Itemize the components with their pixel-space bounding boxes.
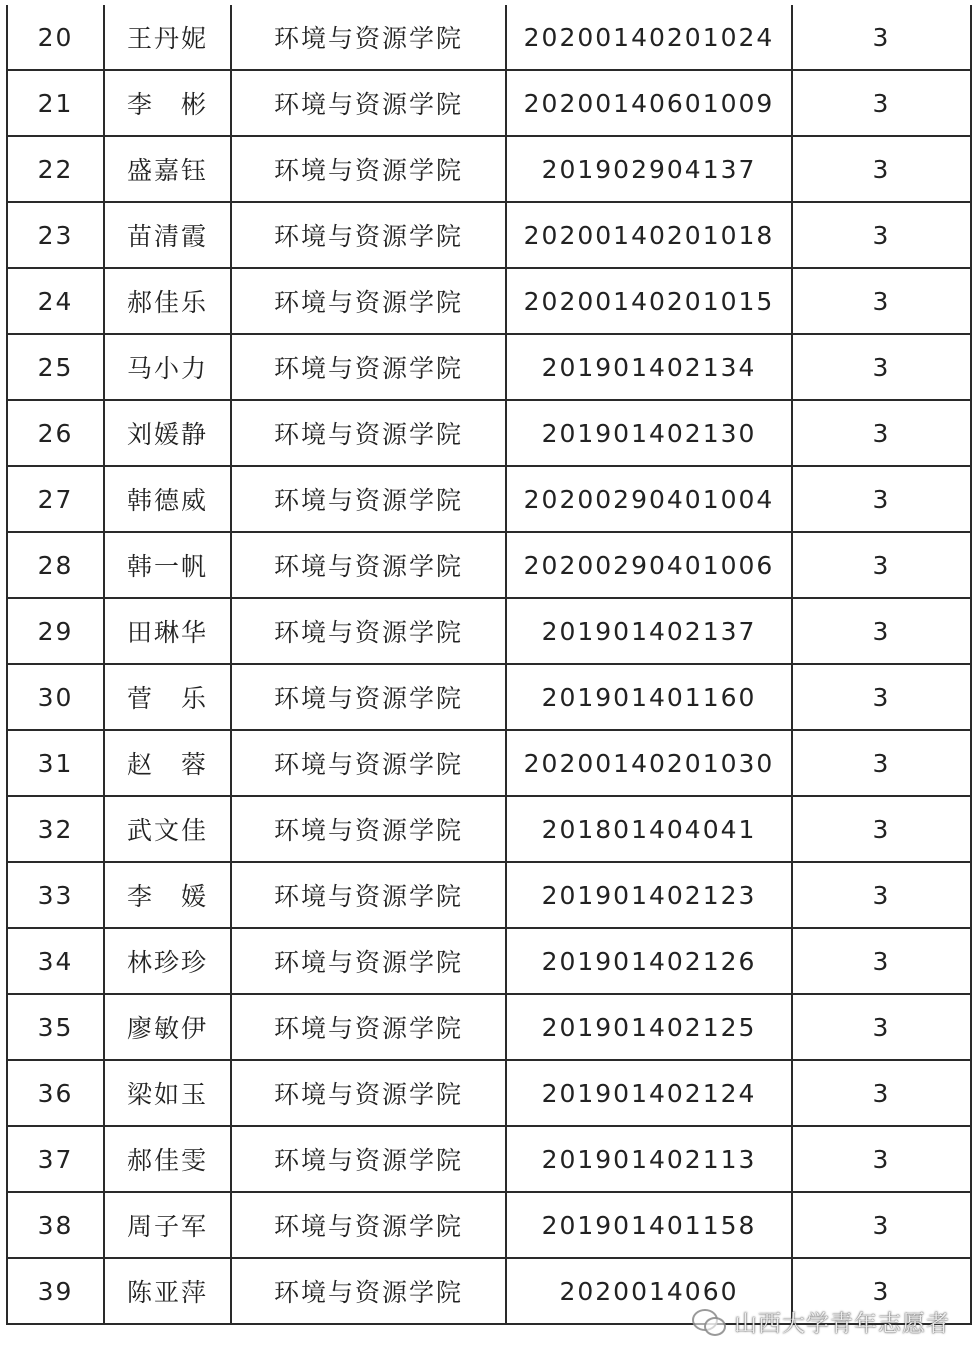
student-name: 盛嘉钰	[104, 136, 231, 202]
college-name: 环境与资源学院	[231, 994, 506, 1060]
row-number: 37	[7, 1126, 104, 1192]
volunteer-hours: 3	[792, 598, 971, 664]
student-name: 周子军	[104, 1192, 231, 1258]
table-row	[7, 1258, 971, 1324]
table-row	[7, 862, 971, 928]
student-id: 201901401158	[506, 1192, 792, 1258]
table-row	[7, 994, 971, 1060]
table-row	[7, 796, 971, 862]
table-row	[7, 532, 971, 598]
student-id: 2020014060	[506, 1258, 792, 1324]
student-name: 菅 乐	[104, 664, 231, 730]
volunteer-hours: 3	[792, 994, 971, 1060]
row-number: 24	[7, 268, 104, 334]
row-number: 20	[7, 5, 104, 70]
row-number: 38	[7, 1192, 104, 1258]
volunteer-hours: 3	[792, 862, 971, 928]
volunteer-hours: 3	[792, 928, 971, 994]
table-row	[7, 268, 971, 334]
student-id: 201901402123	[506, 862, 792, 928]
student-name: 武文佳	[104, 796, 231, 862]
student-name: 王丹妮	[104, 5, 231, 70]
student-name: 李 彬	[104, 70, 231, 136]
student-name: 梁如玉	[104, 1060, 231, 1126]
college-name: 环境与资源学院	[231, 1060, 506, 1126]
student-name: 田琳华	[104, 598, 231, 664]
row-number: 39	[7, 1258, 104, 1324]
row-number: 33	[7, 862, 104, 928]
student-name: 韩德威	[104, 466, 231, 532]
volunteer-hours: 3	[792, 70, 971, 136]
volunteer-hours: 3	[792, 202, 971, 268]
college-name: 环境与资源学院	[231, 532, 506, 598]
student-id: 20200140201015	[506, 268, 792, 334]
student-id: 20200140201024	[506, 5, 792, 70]
volunteer-hours: 3	[792, 796, 971, 862]
student-name: 苗清霞	[104, 202, 231, 268]
student-id: 20200290401006	[506, 532, 792, 598]
college-name: 环境与资源学院	[231, 862, 506, 928]
student-name: 陈亚萍	[104, 1258, 231, 1324]
college-name: 环境与资源学院	[231, 730, 506, 796]
watermark-text: 山西大学青年志愿者	[734, 1311, 950, 1337]
student-id: 201901401160	[506, 664, 792, 730]
volunteer-hours: 3	[792, 1060, 971, 1126]
student-name: 赵 蓉	[104, 730, 231, 796]
row-number: 25	[7, 334, 104, 400]
college-name: 环境与资源学院	[231, 5, 506, 70]
student-name: 林珍珍	[104, 928, 231, 994]
table-row	[7, 730, 971, 796]
college-name: 环境与资源学院	[231, 400, 506, 466]
college-name: 环境与资源学院	[231, 664, 506, 730]
student-name: 李 媛	[104, 862, 231, 928]
student-id: 201901402113	[506, 1126, 792, 1192]
college-name: 环境与资源学院	[231, 268, 506, 334]
volunteer-hours: 3	[792, 1192, 971, 1258]
volunteer-hours-table	[6, 5, 972, 1325]
row-number: 22	[7, 136, 104, 202]
college-name: 环境与资源学院	[231, 1258, 506, 1324]
row-number: 28	[7, 532, 104, 598]
row-number: 21	[7, 70, 104, 136]
table-row	[7, 5, 971, 70]
table-row	[7, 466, 971, 532]
table-row	[7, 400, 971, 466]
row-number: 35	[7, 994, 104, 1060]
row-number: 34	[7, 928, 104, 994]
row-number: 32	[7, 796, 104, 862]
student-id: 201901402125	[506, 994, 792, 1060]
student-name: 韩一帆	[104, 532, 231, 598]
college-name: 环境与资源学院	[231, 466, 506, 532]
college-name: 环境与资源学院	[231, 136, 506, 202]
student-id: 201901402134	[506, 334, 792, 400]
student-id: 201902904137	[506, 136, 792, 202]
college-name: 环境与资源学院	[231, 1126, 506, 1192]
student-id: 20200290401004	[506, 466, 792, 532]
student-name: 廖敏伊	[104, 994, 231, 1060]
volunteer-hours: 3	[792, 1258, 971, 1324]
row-number: 27	[7, 466, 104, 532]
table-body	[7, 5, 971, 1324]
student-id: 201801404041	[506, 796, 792, 862]
volunteer-hours: 3	[792, 730, 971, 796]
volunteer-hours: 3	[792, 466, 971, 532]
table-row	[7, 598, 971, 664]
volunteer-hours: 3	[792, 268, 971, 334]
student-id: 201901402130	[506, 400, 792, 466]
table-row	[7, 136, 971, 202]
student-id: 20200140201030	[506, 730, 792, 796]
student-name: 刘媛静	[104, 400, 231, 466]
volunteer-hours: 3	[792, 1126, 971, 1192]
volunteer-hours: 3	[792, 664, 971, 730]
student-name: 马小力	[104, 334, 231, 400]
student-id: 20200140601009	[506, 70, 792, 136]
college-name: 环境与资源学院	[231, 202, 506, 268]
college-name: 环境与资源学院	[231, 796, 506, 862]
volunteer-hours: 3	[792, 532, 971, 598]
row-number: 23	[7, 202, 104, 268]
document-page	[5, 5, 975, 1359]
student-id: 201901402126	[506, 928, 792, 994]
table-row	[7, 202, 971, 268]
student-name: 郝佳乐	[104, 268, 231, 334]
volunteer-hours: 3	[792, 136, 971, 202]
row-number: 29	[7, 598, 104, 664]
student-id: 20200140201018	[506, 202, 792, 268]
table-row	[7, 1060, 971, 1126]
row-number: 30	[7, 664, 104, 730]
college-name: 环境与资源学院	[231, 334, 506, 400]
student-id: 201901402124	[506, 1060, 792, 1126]
table-row	[7, 334, 971, 400]
table-row	[7, 1126, 971, 1192]
volunteer-hours: 3	[792, 400, 971, 466]
student-name: 郝佳雯	[104, 1126, 231, 1192]
table-row	[7, 664, 971, 730]
college-name: 环境与资源学院	[231, 70, 506, 136]
row-number: 31	[7, 730, 104, 796]
volunteer-hours: 3	[792, 334, 971, 400]
table-row	[7, 70, 971, 136]
college-name: 环境与资源学院	[231, 928, 506, 994]
row-number: 26	[7, 400, 104, 466]
college-name: 环境与资源学院	[231, 598, 506, 664]
table-row	[7, 928, 971, 994]
college-name: 环境与资源学院	[231, 1192, 506, 1258]
student-id: 201901402137	[506, 598, 792, 664]
volunteer-hours: 3	[792, 5, 971, 70]
table-row	[7, 1192, 971, 1258]
row-number: 36	[7, 1060, 104, 1126]
